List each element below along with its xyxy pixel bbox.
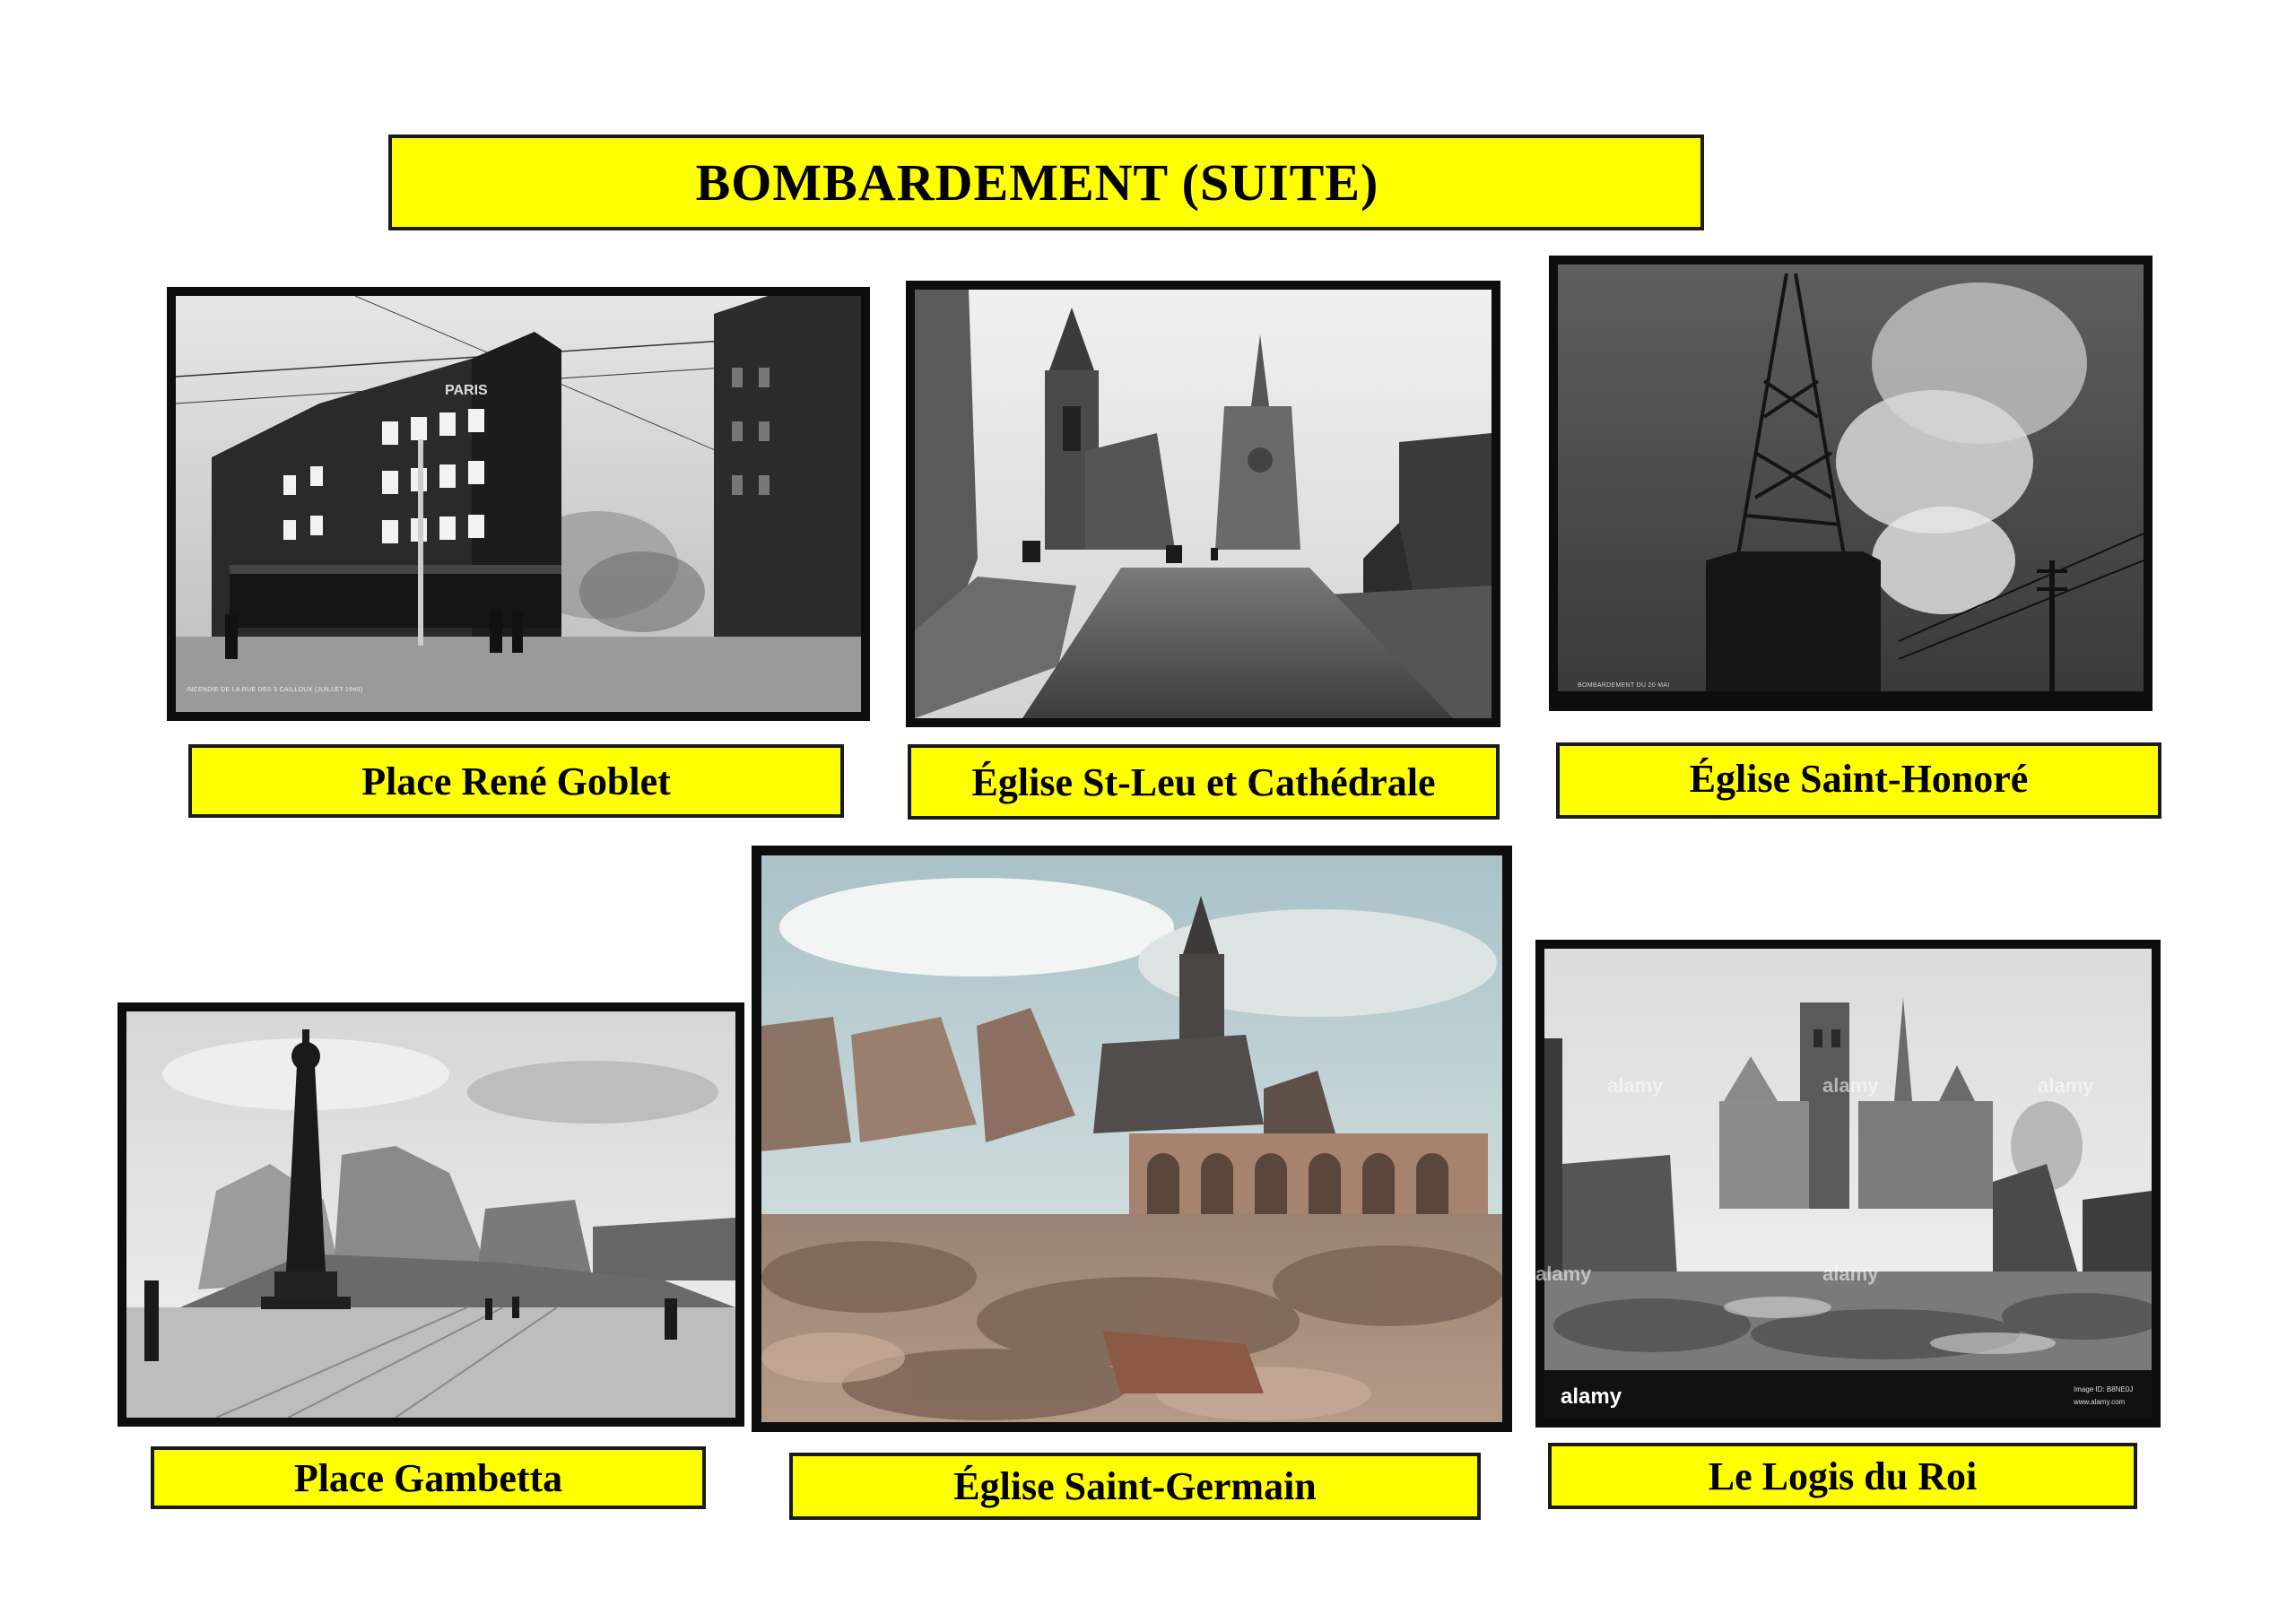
watermark-logo: alamy xyxy=(1822,1074,1879,1097)
photo-place-gambetta xyxy=(117,1002,744,1427)
watermark-logo: alamy xyxy=(2038,1074,2094,1097)
watermark-logo: alamy xyxy=(1822,1263,1879,1285)
site-url: www.alamy.com xyxy=(2074,1398,2126,1406)
photo-place-gambetta-image xyxy=(126,1011,735,1418)
image-id: Image ID: B8NE0J xyxy=(2074,1385,2134,1393)
caption-eglise-saint-honore: Église Saint-Honoré xyxy=(1556,742,2161,819)
caption-eglise-st-leu: Église St-Leu et Cathédrale xyxy=(908,744,1500,820)
photo-eglise-st-leu-image xyxy=(915,290,1492,718)
photo-eglise-st-leu xyxy=(906,281,1500,727)
caption-place-gambetta: Place Gambetta xyxy=(151,1446,706,1509)
alamy-logo: alamy xyxy=(1561,1384,1622,1409)
caption-eglise-saint-germain: Église Saint-Germain xyxy=(789,1453,1481,1520)
watermark-logo: alamy xyxy=(1535,1263,1592,1285)
page-title: BOMBARDEMENT (SUITE) xyxy=(388,135,1704,230)
caption-place-rene-goblet: Place René Goblet xyxy=(188,744,844,818)
photo-stamp: INCENDIE DE LA RUE DES 3 CAILLOUX (JUILLET 1940) xyxy=(187,687,363,693)
photo-place-rene-goblet xyxy=(167,287,870,721)
watermark-logo: alamy xyxy=(1607,1074,1664,1097)
photo-logis-du-roi-image xyxy=(1544,949,2152,1419)
photo-eglise-saint-germain xyxy=(752,846,1512,1432)
photo-eglise-saint-honore xyxy=(1549,256,2152,711)
photo-place-rene-goblet-image xyxy=(176,296,861,712)
photo-logis-du-roi xyxy=(1535,940,2161,1428)
caption-logis-du-roi: Le Logis du Roi xyxy=(1548,1443,2137,1509)
photo-stamp: BOMBARDEMENT DU 20 MAI xyxy=(1578,682,1670,689)
photo-eglise-saint-germain-image xyxy=(761,855,1502,1422)
svg-text:PARIS: PARIS xyxy=(445,383,488,398)
photo-eglise-saint-honore-image xyxy=(1558,265,2144,691)
